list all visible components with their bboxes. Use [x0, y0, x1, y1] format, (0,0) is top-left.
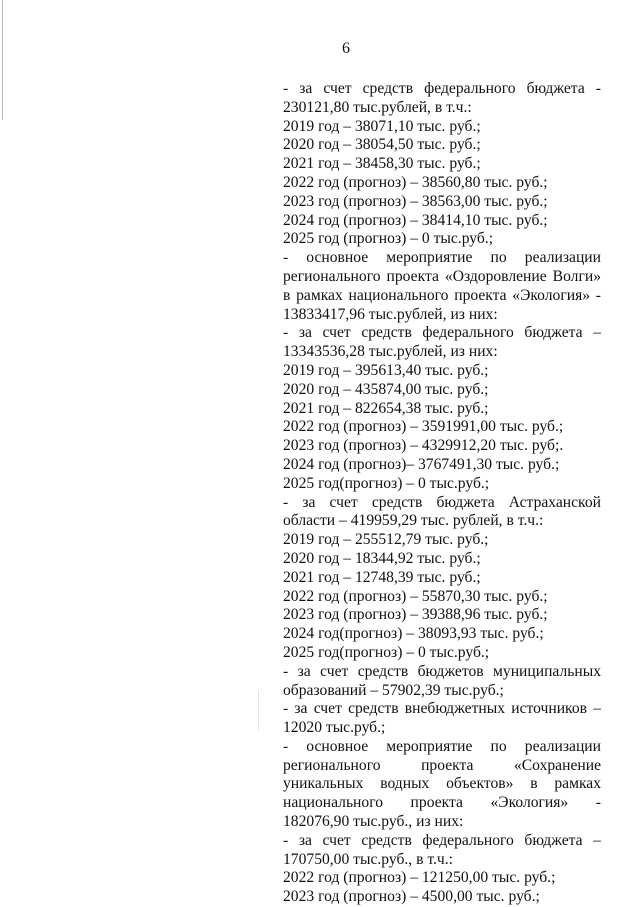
text-line: 2025 год(прогноз) – 0 тыс.руб.; [283, 474, 490, 492]
text-line: уникальных водных объектов» в рамках [283, 775, 601, 793]
text-line: 2023 год (прогноз) – 39388,96 тыс. руб.; [283, 606, 548, 624]
text-line: - основное мероприятие по реализации [283, 249, 601, 267]
text-line: - основное мероприятие по реализации [283, 737, 601, 755]
text-line: 2019 год – 255512,79 тыс. руб.; [283, 531, 489, 549]
scan-edge-mark [2, 0, 3, 120]
text-line: 2024 год (прогноз)– 3767491,30 тыс. руб.; [283, 455, 560, 473]
text-line: 2020 год – 435874,00 тыс. руб.; [283, 380, 489, 398]
text-line: 2021 год – 822654,38 тыс. руб.; [283, 399, 489, 417]
text-line: 13833417,96 тыс.рублей, из них: [283, 305, 498, 323]
text-line: - за счет средств федерального бюджета – [283, 324, 601, 342]
text-line: национального проекта «Экология» - [283, 794, 601, 812]
text-line: 170750,00 тыс.руб., в т.ч.: [283, 850, 453, 868]
text-line: 2022 год (прогноз) – 55870,30 тыс. руб.; [283, 587, 548, 605]
text-line: 2024 год(прогноз) – 38093,93 тыс. руб.; [283, 625, 544, 643]
text-line: 2021 год – 12748,39 тыс. руб.; [283, 568, 481, 586]
text-line: - за счет средств бюджета Астраханской [283, 493, 601, 511]
text-line: в рамках национального проекта «Экология» - [283, 286, 601, 304]
text-line: 2020 год – 18344,92 тыс. руб.; [283, 549, 481, 567]
text-line: 2019 год – 395613,40 тыс. руб.; [283, 361, 489, 379]
text-line: 2025 год(прогноз) – 0 тыс.руб.; [283, 643, 490, 661]
text-line: 12020 тыс.руб.; [283, 719, 386, 737]
text-line: регионального проекта «Оздоровление Волги» [283, 267, 601, 285]
scan-artifact [258, 690, 259, 730]
text-line: 2023 год (прогноз) – 38563,00 тыс. руб.; [283, 192, 548, 210]
text-line: 2022 год (прогноз) – 3591991,00 тыс. руб.; [283, 418, 564, 436]
text-line: области – 419959,29 тыс. рублей, в т.ч.: [283, 512, 544, 530]
text-line: 182076,90 тыс.руб., из них: [283, 813, 464, 831]
text-line: - за счет средств федерального бюджета - [283, 80, 601, 97]
text-line: регионального проекта «Сохранение [283, 756, 601, 774]
text-line: - за счет средств внебюджетных источников – [283, 700, 601, 718]
text-line: 2022 год (прогноз) – 38560,80 тыс. руб.; [283, 173, 548, 191]
text-line: 2022 год (прогноз) – 121250,00 тыс. руб.; [283, 869, 556, 887]
page-number: 6 [342, 40, 350, 57]
document-body [283, 80, 601, 907]
text-line: образований – 57902,39 тыс.руб.; [283, 681, 504, 699]
text-line: 2025 год (прогноз) – 0 тыс.руб.; [283, 230, 494, 248]
text-line: 2020 год – 38054,50 тыс. руб.; [283, 136, 481, 154]
text-line: 2021 год – 38458,30 тыс. руб.; [283, 155, 481, 173]
text-line: 230121,80 тыс.рублей, в т.ч.: [283, 98, 472, 116]
text-line: - за счет средств бюджетов муниципальных [283, 662, 601, 680]
text-line: 13343536,28 тыс.рублей, из них: [283, 343, 498, 361]
text-line: - за счет средств федерального бюджета – [283, 831, 601, 849]
text-line: 2019 год – 38071,10 тыс. руб.; [283, 117, 481, 135]
text-line: 2023 год (прогноз) – 4500,00 тыс. руб.; [283, 888, 540, 906]
text-line: 2023 год (прогноз) – 4329912,20 тыс. руб;. [283, 437, 564, 455]
text-line: 2024 год (прогноз) – 38414,10 тыс. руб.; [283, 211, 548, 229]
